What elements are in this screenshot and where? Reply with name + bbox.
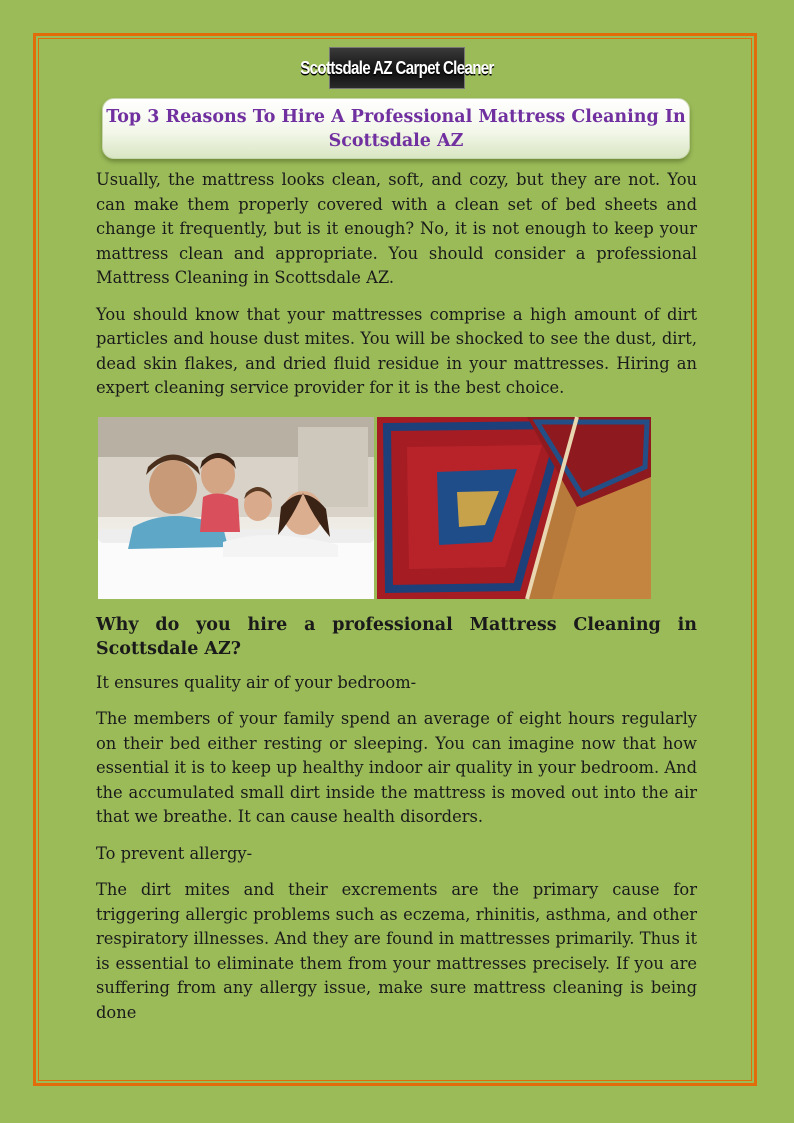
section-heading: Why do you hire a professional Mattress Cleaning in Scottsdale AZ? [96,614,697,659]
intro-paragraph-2: You should know that your mattresses comprise a high amount of dirt particles and house dust mites. You will be shocked to see the dust, dirt, dead skin flakes, and dried fluid residue in your mattresses. Hiring an expert cleaning service provider for it is the best choice. [96,304,697,397]
article-body [96,168,697,1037]
photo-row [96,417,697,599]
logo-text: Scottsdale AZ Carpet Cleaner [300,57,494,79]
title-banner [102,98,690,159]
reason-2-text: The dirt mites and their excrements are the primary cause for triggering allergic problems such as eczema, rhinitis, asthma, and other respiratory illnesses. And they are found in mattresses primarily. Thus it is essential to eliminate them from your mattresses precisely. If you are suffering from any allergy issue, make sure mattress cleaning is being done [96,880,697,1022]
intro-paragraph-1: Usually, the mattress looks clean, soft, and cozy, but they are not. You can make them properly covered with a clean set of bed sheets and change it frequently, but is it enough? No, it is not enough to keep your mattress clean and appropriate. You should consider a professional Mattress Cleaning in Scottsdale AZ. [96,170,697,287]
reason-1-title: It ensures quality air of your bedroom- [96,672,417,692]
reason-1-text: The members of your family spend an average of eight hours regularly on their bed either resting or sleeping. You can imagine now that how essential it is to keep up healthy indoor air quality in your bedroom. And the accumulated small dirt inside the mattress is moved out into the air that we breathe. It can cause health disorders. [96,709,697,826]
family-mattress-photo [98,417,374,599]
page-title: Top 3 Reasons To Hire A Professional Mattress Cleaning In Scottsdale AZ [106,106,686,151]
reason-2-title: To prevent allergy- [96,843,253,863]
rug-photo [377,417,651,599]
logo [300,47,494,89]
